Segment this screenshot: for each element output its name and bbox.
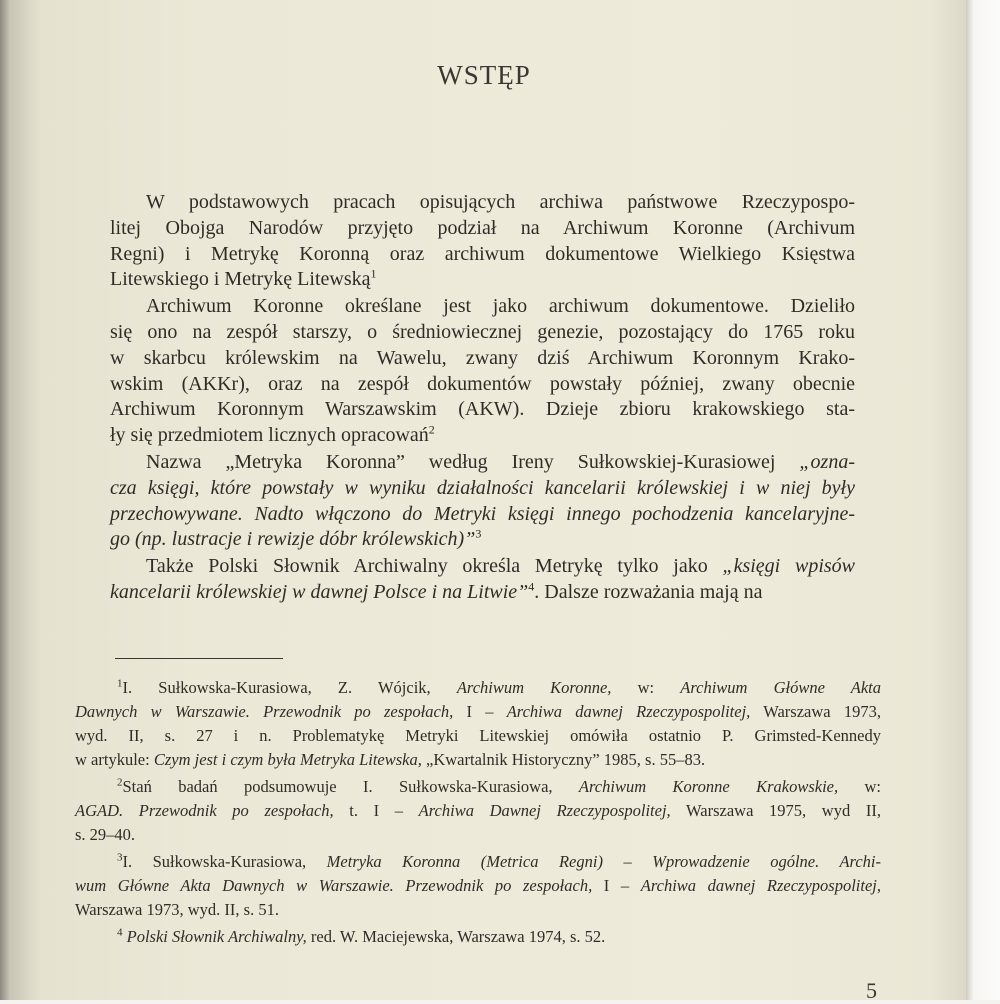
text-segment: t. I – [333, 801, 419, 820]
text-segment: w: [611, 678, 681, 697]
page-edge [966, 0, 1000, 1000]
text-segment: wyd. II, s. 27 i n. Problematykę Metryki Litewskiej omówiła ostatnio P. Grimsted-Kennedy [75, 726, 881, 745]
text-segment: Archiwa Dawnej Rzeczypospolitej, [418, 801, 671, 820]
text-line [75, 823, 881, 847]
chapter-title: WSTĘP [437, 60, 531, 90]
text-segment: Warszawa 1975, wyd II, [670, 801, 881, 820]
footnote [75, 850, 881, 922]
text-segment: kancelarii królewskiej w dawnej Polsce i na Litwie” [110, 580, 529, 603]
text-segment: wskim (AKKr), oraz na zespół dokumentów powstały później, zwany obecnie [110, 372, 855, 395]
text-segment: przechowywane. Nadto włączono do Metryki księgi innego pochodzenia kancelaryjne- [110, 502, 855, 525]
text-segment: Archiwum Koronne określane jest jako archiwum dokumentowe. Dzieliło [146, 295, 855, 318]
paragraph [110, 554, 855, 606]
text-line [75, 799, 881, 823]
text-line [110, 242, 855, 268]
text-line [110, 450, 855, 476]
footnote-marker: 1 [370, 266, 377, 281]
text-segment: Archiwum Koronnym Warszawskim (AKW). Dzieje zbioru krakowskiego sta- [110, 398, 855, 421]
footnotes [75, 676, 881, 952]
text-line [110, 527, 855, 553]
footnote-marker: 2 [117, 776, 123, 789]
footnote-marker: 3 [475, 526, 482, 541]
footnote-marker: 4 [528, 579, 535, 594]
text-segment: w artykule: [75, 750, 154, 769]
text-segment: s. 29–40. [75, 825, 136, 844]
text-segment: Archiwum Główne Akta [680, 678, 882, 697]
text-line [110, 397, 855, 423]
text-segment: się ono na zespół starszy, o średniowiecznej genezie, pozostający do 1765 roku [110, 320, 855, 343]
text-segment: ły się przedmiotem licznych opracowań [110, 424, 429, 447]
text-line [75, 724, 881, 748]
text-segment: wum Główne Akta Dawnych w Warszawie. Przewodnik po zespołach, [75, 876, 593, 895]
text-segment: w skarbcu królewskim na Wawelu, zwany dziś Archiwum Koronnym Krako- [110, 346, 855, 369]
text-line [110, 580, 855, 606]
text-segment: Archiwa dawnej Rzeczypospolitej, [506, 702, 751, 721]
text-line [110, 190, 855, 216]
footnote-marker: 3 [117, 851, 123, 864]
text-line [75, 748, 881, 772]
text-segment: „Kwartalnik Historyczny” 1985, s. 55–83. [421, 750, 706, 769]
text-segment: w: [838, 777, 882, 796]
text-segment: I. Sułkowska-Kurasiowa, [122, 852, 327, 871]
footnote-separator [115, 658, 283, 659]
text-segment: Polski Słownik Archiwalny, [126, 927, 307, 946]
text-segment: Czym jest i czym była Metryka Litewska, [153, 750, 422, 769]
text-line [110, 346, 855, 372]
footnote-marker: 4 [117, 926, 123, 939]
text-segment: Regni) i Metrykę Koronną oraz archiwum dokumentowe Wielkiego Księstwa [110, 242, 855, 265]
footnote [75, 676, 881, 772]
text-segment: Nazwa „Metryka Koronna” według Ireny Sułkowskiej-Kurasiowej [146, 450, 800, 473]
text-segment: Warszawa 1973, wyd. II, s. 51. [75, 900, 279, 919]
footnote [75, 925, 881, 949]
paragraph [110, 190, 855, 293]
text-line [75, 700, 881, 724]
text-line [75, 874, 881, 898]
text-segment: I. Sułkowska-Kurasiowa, Z. Wójcik, [122, 678, 457, 697]
text-segment: „księgi wpisów [722, 555, 856, 578]
text-line [110, 372, 855, 398]
text-segment: litej Obojga Narodów przyjęto podział na Archiwum Koronne (Archivum [110, 216, 855, 239]
text-line [110, 554, 855, 580]
text-line [75, 850, 881, 874]
text-segment: I – [592, 876, 641, 895]
text-segment: I – [453, 702, 507, 721]
text-segment: Warszawa 1973, [750, 702, 881, 721]
page-number: 5 [866, 978, 877, 1003]
text-segment: Litewskiego i Metrykę Litewską [110, 268, 371, 291]
text-segment: . Dalsze rozważania mają na [534, 580, 763, 603]
text-line [75, 925, 881, 949]
text-line [110, 423, 855, 449]
text-segment: Metryka Koronna (Metrica Regni) – Wprowadzenie ogólne. Archi- [326, 852, 881, 871]
text-line [75, 775, 881, 799]
text-segment: go (np. lustracje i rewizje dóbr królewskich)” [110, 528, 476, 551]
text-line [110, 216, 855, 242]
text-segment: Stań badań podsumowuje I. Sułkowska-Kurasiowa, [122, 777, 579, 796]
text-line [110, 476, 855, 502]
text-segment: Dawnych w Warszawie. Przewodnik po zespołach, [75, 702, 454, 721]
footnote [75, 775, 881, 847]
text-line [110, 294, 855, 320]
text-segment: „ozna- [799, 450, 855, 473]
footnote-marker: 2 [428, 422, 435, 437]
text-segment: red. W. Maciejewska, Warszawa 1974, s. 52. [306, 927, 606, 946]
paragraph [110, 294, 855, 449]
text-segment: cza księgi, które powstały w wyniku działalności kancelarii królewskiej i w niej były [110, 476, 855, 499]
text-line [110, 320, 855, 346]
text-segment: W podstawowych pracach opisujących archiwa państwowe Rzeczypospo- [146, 191, 855, 213]
paragraph [110, 450, 855, 553]
text-segment: AGAD. Przewodnik po zespołach, [75, 801, 334, 820]
text-line [75, 898, 881, 922]
text-segment: Archiwa dawnej Rzeczypospolitej, [640, 876, 882, 895]
text-segment: Także Polski Słownik Archiwalny określa Metrykę tylko jako [146, 555, 723, 578]
footnote-marker: 1 [117, 677, 123, 690]
text-line [110, 502, 855, 528]
main-text [110, 190, 855, 607]
text-segment: Archiwum Koronne, [456, 678, 612, 697]
text-segment: Archiwum Koronne Krakowskie, [578, 777, 839, 796]
text-line [75, 676, 881, 700]
text-line [110, 267, 855, 293]
